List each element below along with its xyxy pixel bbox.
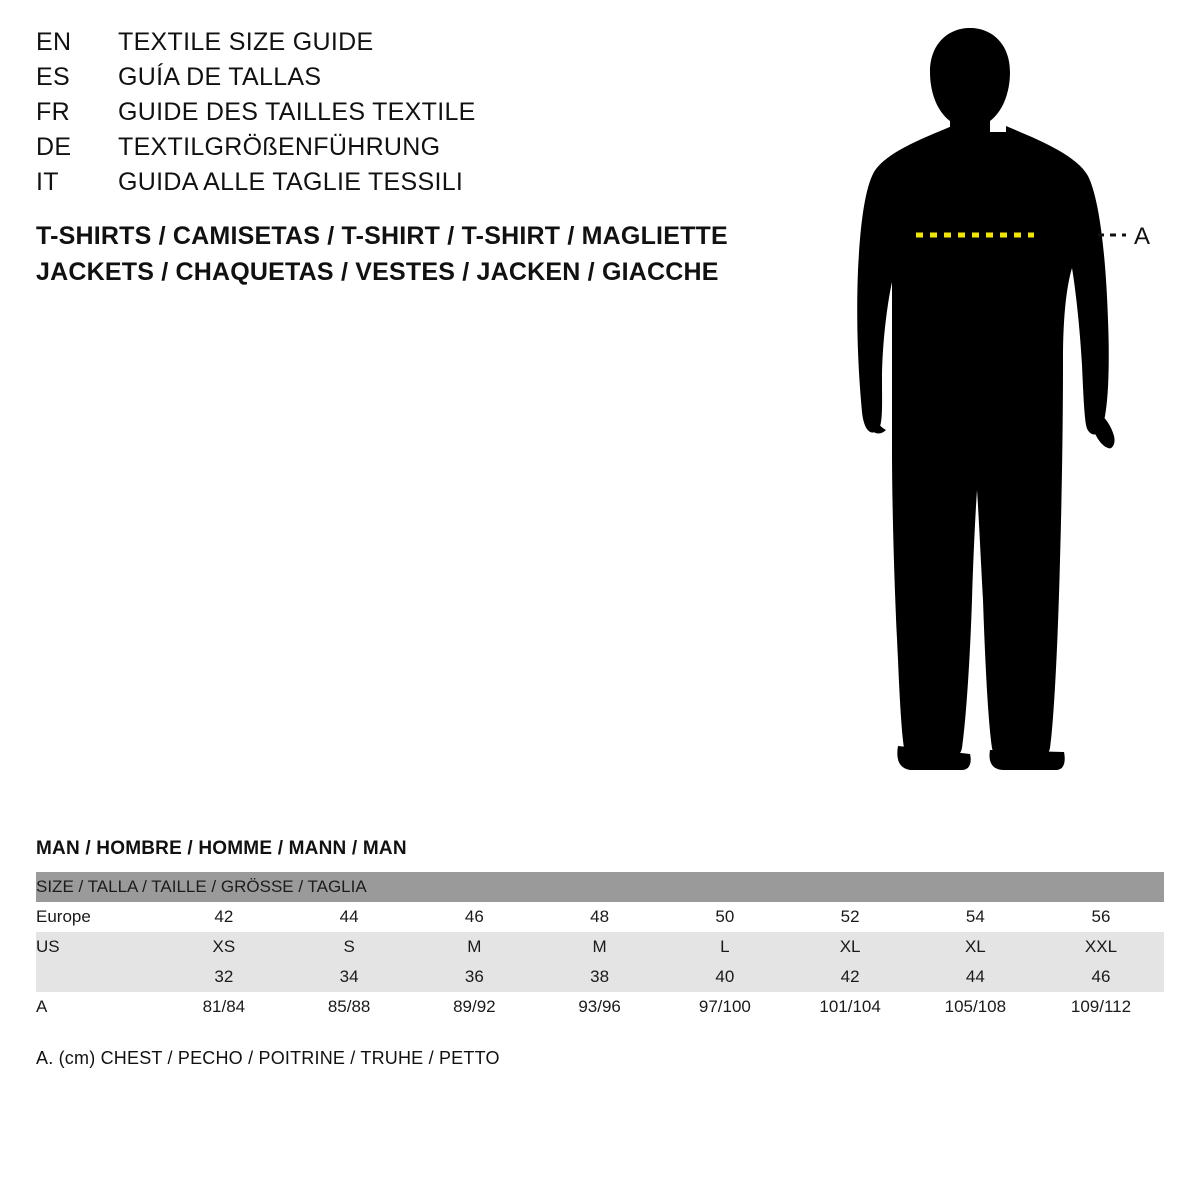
language-row [36,168,756,203]
male-silhouette-figure [820,20,1180,790]
language-title: TEXTILE SIZE GUIDE [118,28,374,56]
table-header-label: SIZE / TALLA / TAILLE / GRÖSSE / TAGLIA [36,872,1164,902]
cell: 48 [537,902,662,932]
silhouette-icon [857,28,1114,770]
language-row [36,133,756,168]
table-row [36,962,1164,992]
table-row [36,992,1164,1022]
table-row [36,932,1164,962]
row-label: US [36,932,161,962]
cell: S [287,932,412,962]
language-title: GUIDE DES TAILLES TEXTILE [118,98,476,126]
cell: 42 [161,902,286,932]
language-row [36,98,756,133]
cell: 101/104 [788,992,913,1022]
cell: 85/88 [287,992,412,1022]
cell: 97/100 [662,992,787,1022]
size-table-section [36,838,1164,1069]
language-title: GUIDA ALLE TAGLIE TESSILI [118,168,464,196]
cell: 44 [913,962,1038,992]
cell: 38 [537,962,662,992]
row-label: A [36,992,161,1022]
cell: 32 [161,962,286,992]
category-line-tshirts: T-SHIRTS / CAMISETAS / T-SHIRT / T-SHIRT / MAGLIETTE [36,222,728,250]
cell: M [412,932,537,962]
cell: 44 [287,902,412,932]
cell: XS [161,932,286,962]
language-code: FR [36,98,70,126]
cell: 40 [662,962,787,992]
cell: M [537,932,662,962]
cell: XL [788,932,913,962]
language-code: EN [36,28,72,56]
row-label: Europe [36,902,161,932]
cell: 42 [788,962,913,992]
cell: XL [913,932,1038,962]
category-block [36,218,896,290]
cell: 36 [412,962,537,992]
language-code: ES [36,63,70,91]
cell: 46 [1038,962,1164,992]
cell: 105/108 [913,992,1038,1022]
row-label [36,962,161,992]
category-line-jackets: JACKETS / CHAQUETAS / VESTES / JACKEN / GIACCHE [36,258,719,286]
cell: 56 [1038,902,1164,932]
language-title: TEXTILGRÖßENFÜHRUNG [118,133,441,161]
language-title: GUÍA DE TALLAS [118,63,322,91]
cell: 54 [913,902,1038,932]
cell: 89/92 [412,992,537,1022]
cell: 81/84 [161,992,286,1022]
measure-label-a: A [1134,223,1151,250]
table-caption: MAN / HOMBRE / HOMME / MANN / MAN [36,838,407,859]
language-row [36,28,756,63]
cell: 46 [412,902,537,932]
language-code: IT [36,168,59,196]
cell: XXL [1038,932,1164,962]
table-footnote: A. (cm) CHEST / PECHO / POITRINE / TRUHE / PETTO [36,1048,500,1068]
language-row [36,63,756,98]
language-title-block [36,28,756,203]
cell: L [662,932,787,962]
cell: 93/96 [537,992,662,1022]
table-header-row [36,872,1164,902]
size-table [36,872,1164,1022]
language-code: DE [36,133,72,161]
cell: 109/112 [1038,992,1164,1022]
cell: 50 [662,902,787,932]
cell: 34 [287,962,412,992]
cell: 52 [788,902,913,932]
table-row [36,902,1164,932]
